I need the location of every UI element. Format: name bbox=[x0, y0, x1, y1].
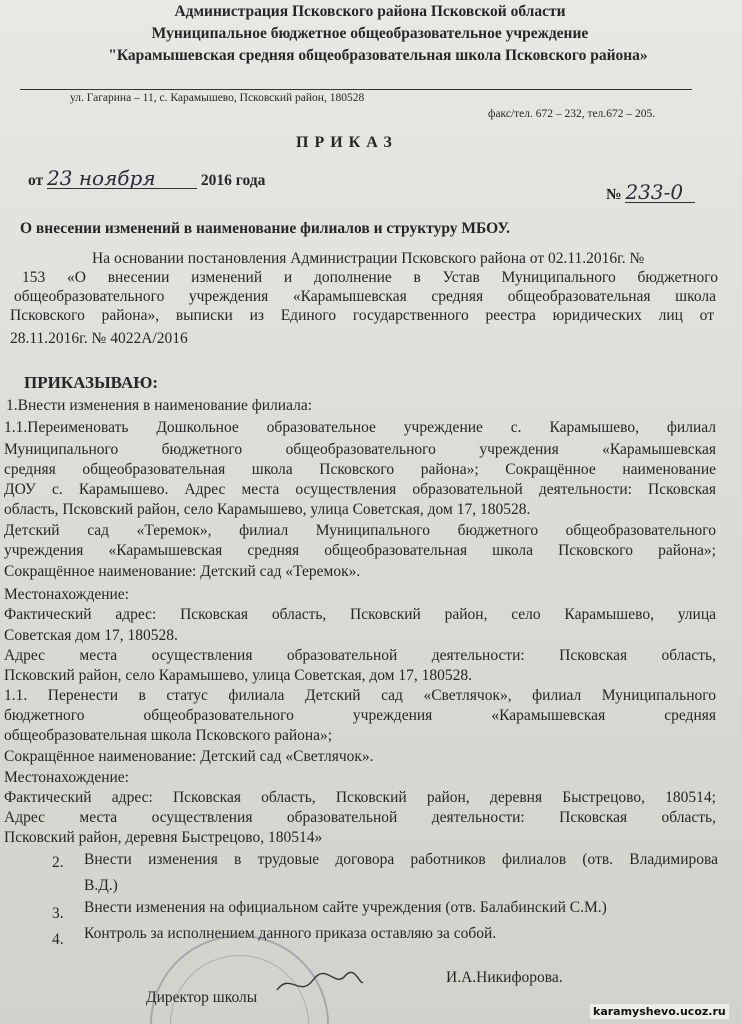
watermark-site: karamyshevo.ucoz.ru bbox=[590, 1004, 729, 1019]
body-line-6: область, Псковский район, село Карамышево, улица Советская, дом 17, 180528. bbox=[4, 501, 531, 518]
header-school-name: "Карамышевская средняя общеобразовательная школа Псковского района» bbox=[108, 47, 648, 64]
body-line-9: Сокращённое наименование: Детский сад «Теремок». bbox=[4, 563, 361, 580]
body-line-17: общеобразовательная школа Псковского района»; bbox=[4, 727, 333, 744]
item-4-number: 4. bbox=[52, 931, 64, 948]
item-3-number: 3. bbox=[52, 905, 64, 922]
number-handwritten: 233-0 bbox=[625, 182, 695, 203]
body-line-15: 1.1. Перенести в статус филиала Детский сад «Светлячок», филиал Муниципального bbox=[4, 687, 716, 704]
body-line-18: Сокращённое наименование: Детский сад «Светлячок». bbox=[4, 748, 374, 765]
date-prefix: от bbox=[28, 172, 44, 189]
header-address: ул. Гагарина – 11, с. Карамышево, Псковский район, 180528 bbox=[70, 92, 365, 104]
item-2-number: 2. bbox=[52, 854, 64, 871]
order-date bbox=[28, 168, 265, 191]
body-line-16: бюджетного общеобразовательного учреждения «Карамышевская средняя bbox=[4, 707, 716, 724]
header-administration: Администрация Псковского района Псковской области bbox=[174, 3, 566, 20]
item-4-text: Контроль за исполнением данного приказа оставляю за собой. bbox=[84, 925, 497, 942]
director-name: И.А.Никифорова. bbox=[446, 969, 563, 986]
order-number bbox=[606, 182, 695, 205]
body-line-10: Местонахождение: bbox=[4, 586, 129, 603]
body-line-3: Муниципального бюджетного общеобразовательного учреждения «Карамышевская bbox=[4, 441, 716, 458]
body-line-7: Детский сад «Теремок», филиал Муниципального бюджетного общеобразовательного bbox=[4, 522, 716, 539]
body-line-4: средняя общеобразовательная школа Псковского района»; Сокращённое наименование bbox=[4, 461, 716, 478]
body-line-19: Местонахождение: bbox=[4, 769, 129, 786]
body-line-21: Адрес места осуществления образовательной деятельности: Псковская область, bbox=[4, 809, 716, 826]
body-line-12: Советская дом 17, 180528. bbox=[4, 627, 178, 644]
body-line-11: Фактический адрес: Псковская область, Псковский район, село Карамышево, улица bbox=[4, 606, 716, 623]
body-line-8: учреждения «Карамышевская средняя общеобразовательная школа Псковского района»; bbox=[4, 542, 716, 559]
body-line-13: Адрес места осуществления образовательной деятельности: Псковская область, bbox=[4, 647, 716, 664]
order-word: ПРИКАЗЫВАЮ: bbox=[24, 373, 159, 392]
basis-line-2: 153 «О внесении изменений и дополнение в Устав Муниципального бюджетного bbox=[22, 269, 718, 286]
basis-line-3: общеобразовательного учреждения «Карамышевская средняя общеобразовательная школа bbox=[14, 288, 716, 305]
date-suffix: 2016 года bbox=[200, 172, 266, 189]
body-line-22: Псковский район, деревня Быстрецово, 180514» bbox=[4, 829, 323, 846]
body-line-5: ДОУ с. Карамышево. Адрес места осуществления образовательной деятельности: Псковская bbox=[4, 481, 716, 498]
date-handwritten: 23 ноября bbox=[47, 168, 197, 189]
body-line-14: Псковский район, село Карамышево, улица Советская, дом 17, 180528. bbox=[4, 667, 472, 684]
header-phone: факс/тел. 672 – 232, тел.672 – 205. bbox=[488, 108, 656, 120]
item-3-text: Внести изменения на официальном сайте учреждения (отв. Балабинский С.М.) bbox=[84, 899, 607, 916]
order-subject: О внесении изменений в наименование филиалов и структуру МБОУ. bbox=[20, 220, 511, 237]
document-title: ПРИКАЗ bbox=[296, 134, 398, 151]
signature-mark bbox=[275, 968, 365, 998]
item-2-text-cont: В.Д.) bbox=[84, 877, 118, 894]
basis-line-5: 28.11.2016г. № 4022А/2016 bbox=[10, 330, 188, 347]
body-line-20: Фактический адрес: Псковская область, Псковский район, деревня Быстрецово, 180514; bbox=[4, 789, 716, 806]
header-institution-type: Муниципальное бюджетное общеобразовательное учреждение bbox=[151, 25, 589, 42]
basis-line-1: На основании постановления Администрации Псковского района от 02.11.2016г. № bbox=[92, 250, 645, 267]
header-divider bbox=[20, 89, 692, 90]
body-line-2: 1.1.Переименовать Дошкольное образовательное учреждение с. Карамышево, филиал bbox=[4, 419, 716, 436]
director-position: Директор школы bbox=[146, 989, 258, 1006]
item-2-text: Внести изменения в трудовые договора работников филиалов (отв. Владимирова bbox=[84, 851, 718, 868]
number-sign: № bbox=[606, 186, 622, 203]
body-line-1: 1.Внести изменения в наименование филиала: bbox=[6, 397, 313, 414]
basis-line-4: Псковского района», выписки из Единого государственного реестра юридических лиц от bbox=[10, 307, 714, 324]
